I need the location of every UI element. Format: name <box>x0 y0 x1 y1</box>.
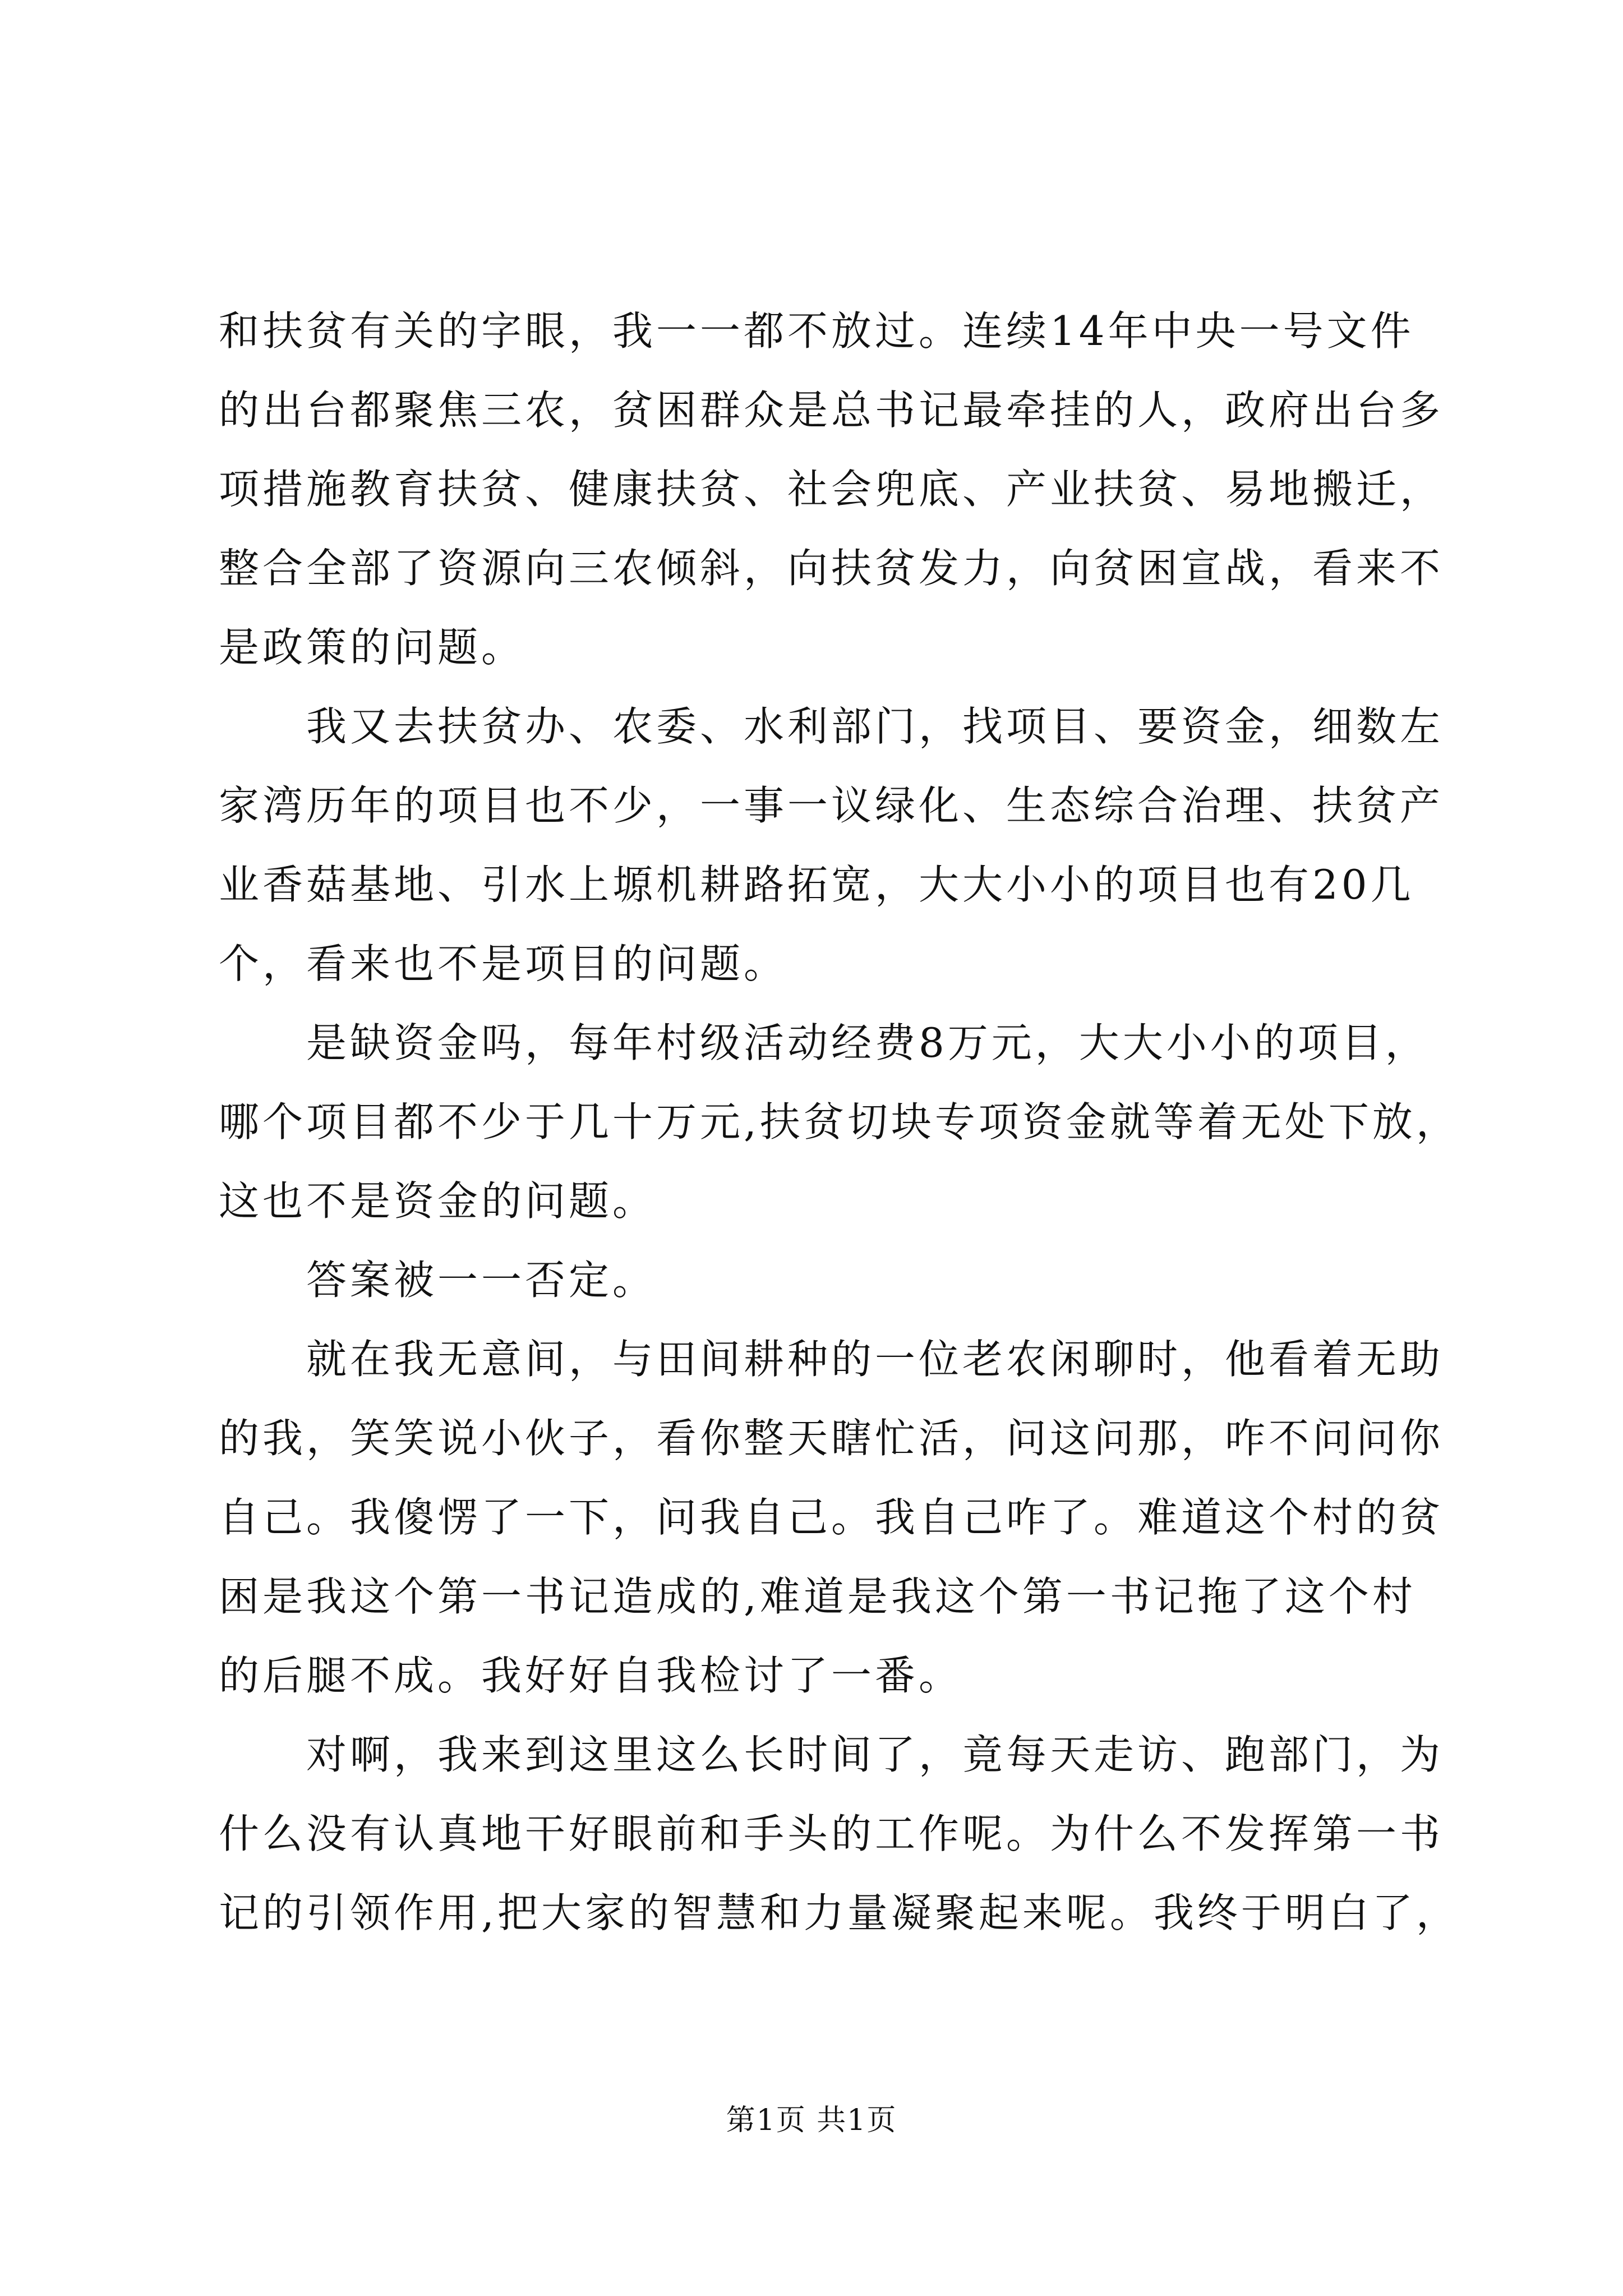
text-line: 对啊，我来到这里这么长时间了，竟每天走访、跑部门，为 <box>219 1731 1444 1778</box>
text-line: 个，看来也不是项目的问题。 <box>219 940 788 987</box>
text-line: 记的引领作用,把大家的智慧和力量凝聚起来呢。我终于明白了， <box>219 1889 1460 1936</box>
text-line: 困是我这个第一书记造成的,难道是我这个第一书记拖了这个村 <box>219 1573 1416 1620</box>
text-line: 答案被一一否定。 <box>219 1257 657 1304</box>
text-line: 和扶贫有关的字眼，我一一都不放过。连续14年中央一号文件 <box>219 307 1414 355</box>
text-line: 项措施教育扶贫、健康扶贫、社会兜底、产业扶贫、易地搬迁， <box>219 466 1444 513</box>
text-line: 自己。我傻愣了一下，问我自己。我自己咋了。难道这个村的贫 <box>219 1494 1444 1541</box>
text-line: 业香菇基地、引水上塬机耕路拓宽，大大小小的项目也有20几 <box>219 861 1414 908</box>
text-line: 就在我无意间，与田间耕种的一位老农闲聊时，他看着无助 <box>219 1336 1444 1383</box>
body-text <box>219 292 1460 1953</box>
text-line: 的出台都聚焦三农，贫困群众是总书记最牵挂的人，政府出台多 <box>219 386 1444 434</box>
page-footer: 第1页 共1页 <box>726 2104 897 2137</box>
text-line: 是政策的问题。 <box>219 624 525 671</box>
text-line: 这也不是资金的问题。 <box>219 1177 657 1225</box>
text-line: 家湾历年的项目也不少，一事一议绿化、生态综合治理、扶贫产 <box>219 782 1444 829</box>
text-line: 我又去扶贫办、农委、水利部门，找项目、要资金，细数左 <box>219 703 1444 750</box>
text-line: 的我，笑笑说小伙子，看你整天瞎忙活，问这问那，咋不问问你 <box>219 1415 1444 1462</box>
text-line: 哪个项目都不少于几十万元,扶贫切块专项资金就等着无处下放， <box>219 1098 1460 1145</box>
text-line: 什么没有认真地干好眼前和手头的工作呢。为什么不发挥第一书 <box>219 1810 1444 1857</box>
text-line: 是缺资金吗，每年村级活动经费8万元，大大小小的项目， <box>219 1019 1429 1066</box>
text-line: 的后腿不成。我好好自我检讨了一番。 <box>219 1652 963 1699</box>
text-line: 整合全部了资源向三农倾斜，向扶贫发力，向贫困宣战，看来不 <box>219 545 1444 592</box>
